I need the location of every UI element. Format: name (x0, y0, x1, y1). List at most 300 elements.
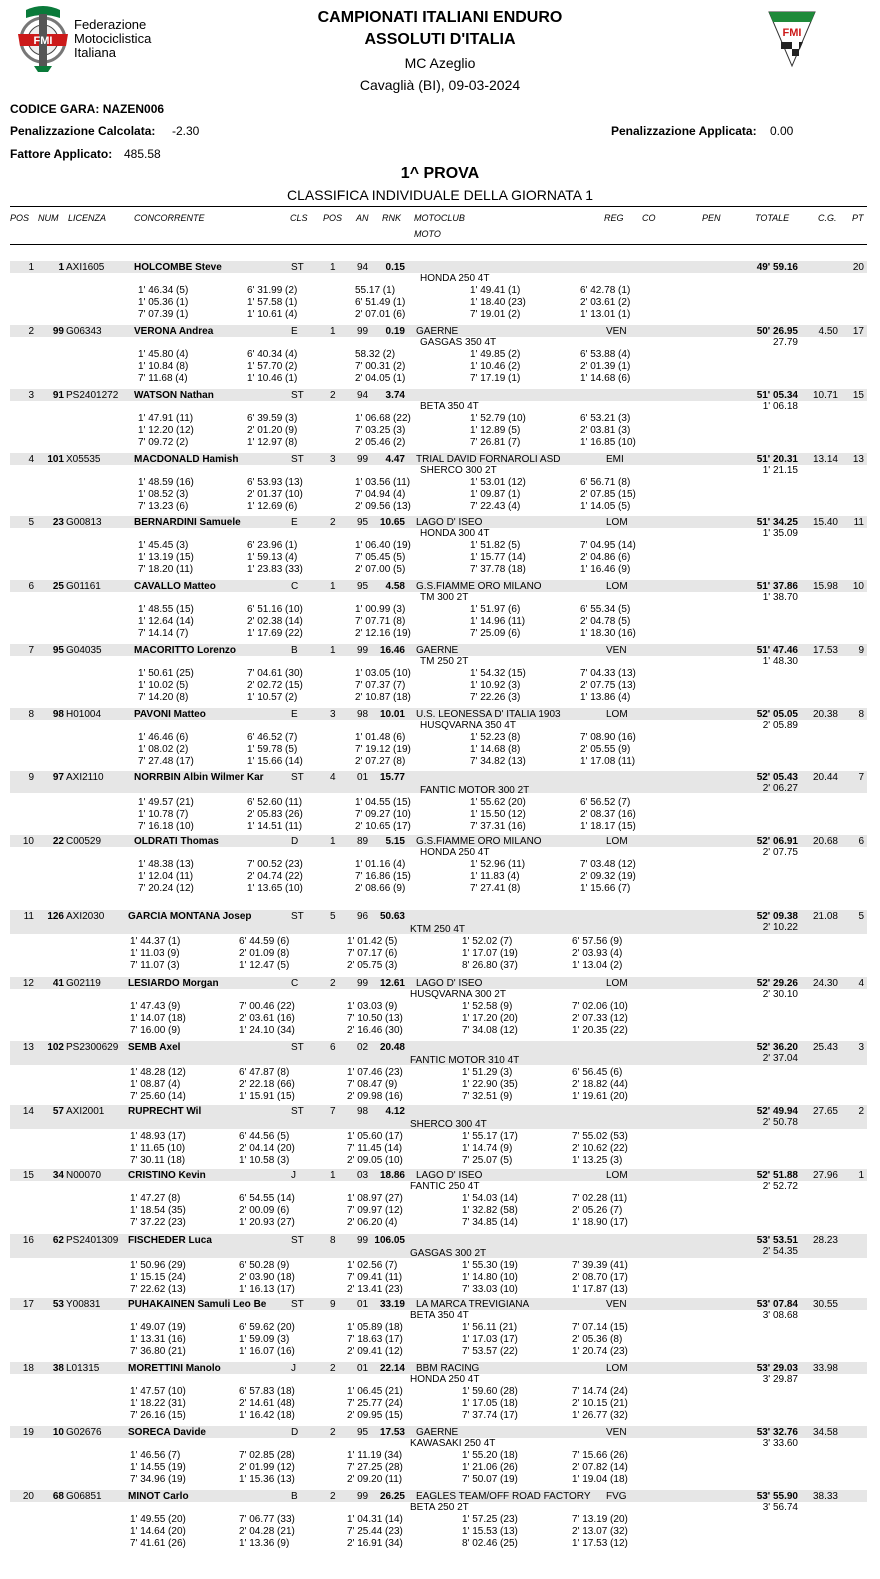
entry-time: 1' 15.50 (12) (470, 809, 526, 820)
entry-time: 7' 34.96 (19) (130, 1474, 186, 1485)
entry-total: 52' 49.94 (756, 1106, 798, 1117)
entry-time: 7' 00.52 (23) (247, 859, 303, 870)
entry-time: 2' 07.27 (8) (355, 756, 406, 767)
col-pos-class: POS (323, 213, 343, 223)
entry-num: 53 (52, 1299, 64, 1310)
entry-time: 1' 51.82 (5) (470, 540, 521, 551)
entry-rank: 0.15 (385, 262, 405, 273)
entry-rank: 4.58 (385, 581, 405, 592)
entry-time: 1' 59.13 (4) (247, 552, 298, 563)
entry-class-pos: 1 (330, 326, 336, 337)
entry-licenza: AXI2110 (66, 772, 104, 783)
entry-year: 89 (357, 836, 369, 847)
entry-time: 1' 18.54 (35) (130, 1205, 186, 1216)
entry-region: VEN (606, 326, 627, 337)
entry-year: 01 (357, 1363, 369, 1374)
entry-time: 6' 51.16 (10) (247, 604, 303, 615)
entry-year: 95 (357, 517, 369, 528)
entry-year: 01 (357, 1299, 369, 1310)
result-entry (0, 1105, 880, 1167)
entry-time: 1' 20.93 (27) (239, 1217, 295, 1228)
entry-time: 1' 19.61 (20) (572, 1091, 628, 1102)
entry-class: ST (291, 1299, 304, 1310)
entry-time: 7' 02.85 (28) (239, 1450, 295, 1461)
entry-time: 2' 05.36 (8) (572, 1334, 623, 1345)
entry-time: 7' 19.01 (2) (470, 309, 521, 320)
entry-year: 95 (357, 581, 369, 592)
entry-time: 1' 52.58 (9) (462, 1001, 513, 1012)
entry-rank: 3.74 (385, 390, 405, 401)
entry-time: 7' 25.60 (14) (130, 1091, 186, 1102)
entry-gap: 2' 06.27 (762, 783, 798, 794)
entry-rank: 4.12 (385, 1106, 405, 1117)
result-entry (0, 516, 880, 578)
result-entry (0, 1298, 880, 1360)
entry-time: 1' 22.90 (35) (462, 1079, 518, 1090)
entry-time: 6' 56.45 (6) (572, 1067, 623, 1078)
entry-class-pos: 4 (330, 772, 336, 783)
entry-time: 6' 57.83 (18) (239, 1386, 295, 1397)
entry-time: 7' 14.74 (24) (572, 1386, 628, 1397)
entry-time: 2' 02.72 (15) (247, 680, 303, 691)
entry-time: 1' 00.99 (3) (355, 604, 406, 615)
result-entry (0, 1490, 880, 1552)
entry-licenza: G04035 (66, 645, 102, 656)
entry-cg: 25.43 (812, 1042, 838, 1053)
entry-time: 1' 48.55 (15) (138, 604, 194, 615)
entry-region: FVG (606, 1491, 627, 1502)
entry-time: 1' 08.52 (3) (138, 489, 189, 500)
col-cg: C.G. (818, 213, 837, 223)
entry-time: 2' 01.09 (8) (239, 948, 290, 959)
entry-licenza: X05535 (66, 454, 101, 465)
entry-time: 2' 05.75 (3) (347, 960, 398, 971)
prova-title: 1^ PROVA (400, 165, 480, 182)
entry-time: 7' 26.81 (7) (470, 437, 521, 448)
entry-licenza: AXI2001 (66, 1106, 105, 1117)
codice-gara-label: CODICE GARA: (10, 102, 100, 116)
entry-cg: 33.98 (812, 1363, 838, 1374)
entry-time: 7' 04.94 (4) (355, 489, 406, 500)
entry-cg: 27.65 (812, 1106, 838, 1117)
entry-class: ST (291, 1042, 304, 1053)
entry-time: 2' 03.61 (2) (580, 297, 631, 308)
entry-rank: 12.61 (379, 978, 405, 989)
entry-pos: 8 (28, 709, 34, 720)
entry-time: 1' 04.55 (15) (355, 797, 411, 808)
entry-num: 97 (52, 772, 64, 783)
entry-cg: 34.58 (812, 1427, 838, 1438)
entry-year: 98 (357, 709, 369, 720)
entry-class: ST (291, 1106, 304, 1117)
entry-time: 1' 18.40 (23) (470, 297, 526, 308)
entry-time: 7' 07.37 (7) (355, 680, 406, 691)
entry-time: 1' 17.05 (18) (462, 1398, 518, 1409)
col-an: AN (356, 213, 369, 223)
entry-moto: SHERCO 300 4T (410, 1119, 487, 1130)
entry-pos: 14 (22, 1106, 34, 1117)
entry-time: 1' 17.20 (20) (462, 1013, 518, 1024)
entry-year: 96 (357, 911, 369, 922)
entry-time: 6' 53.88 (4) (580, 349, 631, 360)
entry-class: J (291, 1363, 296, 1374)
entry-class: D (291, 1427, 299, 1438)
entry-gap: 1' 48.30 (762, 656, 798, 667)
entry-time: 1' 24.10 (34) (239, 1025, 295, 1036)
entry-moto: BETA 350 4T (420, 401, 479, 412)
entry-time: 2' 01.37 (10) (247, 489, 303, 500)
entry-motoclub: G.S.FIAMME ORO MILANO (416, 836, 542, 847)
entry-time: 6' 56.71 (8) (580, 477, 631, 488)
entry-licenza: AXI1605 (66, 262, 105, 273)
entry-time: 7' 08.47 (9) (347, 1079, 398, 1090)
entry-time: 1' 10.84 (8) (138, 361, 189, 372)
entry-class-pos: 2 (330, 390, 336, 401)
entry-class-pos: 2 (330, 1427, 336, 1438)
entry-time: 1' 16.42 (18) (239, 1410, 295, 1421)
entry-time: 2' 05.55 (9) (580, 744, 631, 755)
entry-licenza: G06343 (66, 326, 102, 337)
entry-time: 1' 26.77 (32) (572, 1410, 628, 1421)
title-line-2: ASSOLUTI D'ITALIA (364, 31, 516, 48)
entry-time: 7' 15.66 (26) (572, 1450, 628, 1461)
entry-time: 2' 16.91 (34) (347, 1538, 403, 1549)
entry-time: 7' 16.18 (10) (138, 821, 194, 832)
result-entry (0, 644, 880, 706)
entry-gap: 27.79 (772, 337, 798, 348)
entry-time: 1' 57.70 (2) (247, 361, 298, 372)
entry-time: 1' 13.86 (4) (580, 692, 631, 703)
entry-total: 53' 55.90 (756, 1491, 798, 1502)
entry-time: 7' 30.11 (18) (130, 1155, 186, 1166)
result-entry (0, 1169, 880, 1231)
entry-total: 52' 09.38 (756, 911, 798, 922)
entry-points: 3 (858, 1042, 864, 1053)
entry-motoclub: LAGO D' ISEO (416, 517, 483, 528)
entry-points: 7 (858, 772, 864, 783)
entry-time: 7' 20.24 (12) (138, 883, 194, 894)
entry-rank: 0.19 (385, 326, 405, 337)
entry-time: 1' 16.85 (10) (580, 437, 636, 448)
club-name: MC Azeglio (404, 55, 476, 71)
entry-time: 7' 07.17 (6) (347, 948, 398, 959)
entry-region: VEN (606, 1299, 627, 1310)
entry-rank: 10.65 (379, 517, 405, 528)
entry-region: LOM (606, 1363, 628, 1374)
entry-year: 01 (357, 772, 369, 783)
entry-cg: 20.38 (812, 709, 838, 720)
svg-text:FMI: FMI (782, 27, 802, 39)
entry-time: 6' 46.52 (7) (247, 732, 298, 743)
entry-time: 8' 02.46 (25) (462, 1538, 518, 1549)
entry-time: 1' 54.32 (15) (470, 668, 526, 679)
entry-time: 1' 50.61 (25) (138, 668, 194, 679)
result-entry (0, 835, 880, 897)
entry-time: 1' 52.02 (7) (462, 936, 513, 947)
entry-num: 34 (52, 1170, 64, 1181)
entry-pos: 7 (28, 645, 34, 656)
entry-concorrente: SEMB Axel (128, 1042, 181, 1053)
entry-time: 2' 05.83 (26) (247, 809, 303, 820)
entry-pos: 19 (22, 1427, 34, 1438)
entry-cg: 21.08 (812, 911, 838, 922)
entry-rank: 10.01 (379, 709, 405, 720)
entry-region: LOM (606, 1170, 628, 1181)
entry-time: 6' 52.60 (11) (247, 797, 303, 808)
entry-concorrente: LESIARDO Morgan (128, 978, 219, 989)
entry-concorrente: OLDRATI Thomas (134, 836, 219, 847)
entry-time: 1' 52.23 (8) (470, 732, 521, 743)
entry-points: 4 (858, 978, 864, 989)
entry-licenza: AXI2030 (66, 911, 105, 922)
entry-time: 7' 06.77 (33) (239, 1514, 295, 1525)
entry-time: 7' 32.51 (9) (462, 1091, 513, 1102)
entry-time: 2' 04.86 (6) (580, 552, 631, 563)
entry-num: 102 (47, 1042, 64, 1053)
entry-pos: 6 (28, 581, 34, 592)
entry-concorrente: MACORITTO Lorenzo (134, 645, 237, 656)
entry-time: 1' 12.64 (14) (138, 616, 194, 627)
entry-class-pos: 5 (330, 911, 336, 922)
entry-pos: 10 (22, 836, 34, 847)
entry-time: 1' 12.20 (12) (138, 425, 194, 436)
entry-gap: 1' 21.15 (762, 465, 798, 476)
entry-gap: 2' 05.89 (762, 720, 798, 731)
entry-gap: 3' 29.87 (762, 1374, 798, 1385)
entry-concorrente: GARCIA MONTANA Josep (128, 911, 252, 922)
entry-time: 1' 01.16 (4) (355, 859, 406, 870)
entry-points: 17 (852, 326, 864, 337)
entry-time: 1' 49.07 (19) (130, 1322, 186, 1333)
entry-time: 2' 12.16 (19) (355, 628, 411, 639)
entry-time: 7' 07.14 (15) (572, 1322, 628, 1333)
result-entry (0, 261, 880, 323)
entry-time: 2' 03.61 (16) (239, 1013, 295, 1024)
entry-moto: HONDA 250 4T (420, 847, 490, 858)
entry-concorrente: WATSON Nathan (134, 390, 214, 401)
entry-class: B (291, 1491, 298, 1502)
entry-time: 7' 25.77 (24) (347, 1398, 403, 1409)
entry-time: 7' 11.68 (4) (138, 373, 188, 384)
entry-time: 7' 07.39 (1) (138, 309, 189, 320)
entry-points: 2 (858, 1106, 864, 1117)
entry-time: 2' 01.99 (12) (239, 1462, 295, 1473)
result-entry (0, 1041, 880, 1103)
entry-region: LOM (606, 517, 628, 528)
entry-time: 1' 03.03 (9) (347, 1001, 398, 1012)
entry-points: 6 (858, 836, 864, 847)
entry-class-pos: 9 (330, 1299, 336, 1310)
entry-time: 1' 54.03 (14) (462, 1193, 518, 1204)
entry-cg: 17.53 (812, 645, 838, 656)
entry-moto: GASGAS 350 4T (420, 337, 497, 348)
entry-time: 6' 42.78 (1) (580, 285, 631, 296)
result-entry (0, 708, 880, 770)
result-entry (0, 389, 880, 451)
entry-num: 126 (47, 911, 64, 922)
entry-points: 15 (852, 390, 864, 401)
entry-class-pos: 1 (330, 262, 336, 273)
entry-time: 2' 03.90 (18) (239, 1272, 295, 1283)
entry-time: 7' 25.07 (5) (462, 1155, 513, 1166)
entry-time: 1' 10.92 (3) (470, 680, 521, 691)
entry-gap: 2' 54.35 (762, 1246, 798, 1257)
entry-year: 99 (357, 645, 369, 656)
entry-moto: TM 300 2T (420, 592, 469, 603)
entry-time: 1' 16.13 (17) (239, 1284, 295, 1295)
entry-time: 7' 02.06 (10) (572, 1001, 628, 1012)
entry-gap: 2' 52.72 (762, 1181, 798, 1192)
entry-time: 1' 55.30 (19) (462, 1260, 518, 1271)
col-num: NUM (38, 213, 59, 223)
entry-year: 98 (357, 1106, 369, 1117)
entry-region: VEN (606, 645, 627, 656)
entry-time: 7' 03.48 (12) (580, 859, 636, 870)
entry-gap: 2' 50.78 (762, 1117, 798, 1128)
entry-pos: 17 (22, 1299, 34, 1310)
entry-cg: 27.96 (812, 1170, 838, 1181)
entry-time: 1' 48.93 (17) (130, 1131, 186, 1142)
entry-total: 53' 29.03 (756, 1363, 798, 1374)
entry-year: 99 (357, 1235, 369, 1246)
entry-year: 03 (357, 1170, 369, 1181)
entry-time: 1' 11.65 (10) (130, 1143, 186, 1154)
entry-time: 1' 12.89 (5) (470, 425, 521, 436)
entry-time: 1' 14.68 (8) (470, 744, 521, 755)
entry-time: 1' 46.46 (6) (138, 732, 189, 743)
entry-total: 50' 26.95 (756, 326, 798, 337)
entry-time: 7' 55.02 (53) (572, 1131, 628, 1142)
entry-time: 1' 17.69 (22) (247, 628, 303, 639)
entry-time: 7' 37.78 (18) (470, 564, 526, 575)
entry-rank: 33.19 (379, 1299, 405, 1310)
entry-pos: 12 (22, 978, 34, 989)
entry-time: 6' 47.87 (8) (239, 1067, 290, 1078)
entry-motoclub: LA MARCA TREVIGIANA (416, 1299, 530, 1310)
entry-time: 1' 14.05 (5) (580, 501, 631, 512)
entry-rank: 26.25 (379, 1491, 405, 1502)
entry-year: 94 (357, 262, 369, 273)
entry-time: 6' 56.52 (7) (580, 797, 631, 808)
entry-time: 1' 47.91 (11) (138, 413, 194, 424)
entry-time: 1' 18.30 (16) (580, 628, 636, 639)
entry-pos: 2 (28, 326, 34, 337)
entry-time: 1' 44.37 (1) (130, 936, 181, 947)
entry-pos: 13 (22, 1042, 34, 1053)
entry-time: 6' 51.49 (1) (355, 297, 406, 308)
entry-time: 1' 19.04 (18) (572, 1474, 628, 1485)
entry-time: 1' 17.08 (11) (580, 756, 636, 767)
entry-points: 8 (858, 709, 864, 720)
entry-class: ST (291, 772, 304, 783)
entry-time: 1' 59.60 (28) (462, 1386, 518, 1397)
entry-time: 7' 22.62 (13) (130, 1284, 186, 1295)
entry-total: 52' 05.43 (756, 772, 798, 783)
entry-time: 1' 48.28 (12) (130, 1067, 186, 1078)
entry-time: 1' 07.46 (23) (347, 1067, 403, 1078)
entry-time: 1' 14.64 (20) (130, 1526, 186, 1537)
entry-time: 7' 22.26 (3) (470, 692, 521, 703)
entry-concorrente: VERONA Andrea (134, 326, 214, 337)
entry-class-pos: 1 (330, 581, 336, 592)
pen-calcolata-value: -2.30 (172, 124, 200, 138)
entry-time: 1' 57.58 (1) (247, 297, 298, 308)
entry-time: 1' 05.89 (18) (347, 1322, 403, 1333)
entry-time: 2' 10.62 (22) (572, 1143, 628, 1154)
entry-class: ST (291, 911, 304, 922)
entry-num: 99 (52, 326, 64, 337)
entry-num: 68 (52, 1491, 64, 1502)
entry-moto: HONDA 250 4T (420, 273, 490, 284)
entry-total: 53' 07.84 (756, 1299, 798, 1310)
entry-year: 99 (357, 454, 369, 465)
entry-pos: 9 (28, 772, 34, 783)
entry-time: 2' 07.82 (14) (572, 1462, 628, 1473)
entry-concorrente: PUHAKAINEN Samuli Leo Be (128, 1299, 267, 1310)
entry-motoclub: G.S.FIAMME ORO MILANO (416, 581, 542, 592)
entry-time: 1' 06.40 (19) (355, 540, 411, 551)
entry-time: 1' 20.35 (22) (572, 1025, 628, 1036)
entry-time: 58.32 (2) (355, 349, 396, 360)
entry-time: 7' 34.08 (12) (462, 1025, 518, 1036)
col-motoclub: MOTOCLUB (414, 213, 465, 223)
entry-cg: 20.44 (812, 772, 838, 783)
entry-time: 1' 45.45 (3) (138, 540, 189, 551)
entry-time: 2' 09.20 (11) (347, 1474, 403, 1485)
fattore-label: Fattore Applicato: (10, 147, 113, 161)
entry-points: 9 (858, 645, 864, 656)
entry-region: LOM (606, 836, 628, 847)
entry-licenza: G06851 (66, 1491, 102, 1502)
entry-rank: 5.15 (385, 836, 405, 847)
entry-time: 2' 16.46 (30) (347, 1025, 403, 1036)
entry-time: 6' 50.28 (9) (239, 1260, 290, 1271)
entry-time: 1' 49.55 (20) (130, 1514, 186, 1525)
entry-time: 2' 07.00 (5) (355, 564, 406, 575)
entry-time: 1' 13.25 (3) (572, 1155, 623, 1166)
entry-time: 7' 09.41 (11) (347, 1272, 403, 1283)
entry-time: 6' 59.62 (20) (239, 1322, 295, 1333)
entry-time: 1' 47.27 (8) (130, 1193, 181, 1204)
entry-time: 7' 27.48 (17) (138, 756, 194, 767)
place-date: Cavaglià (BI), 09-03-2024 (359, 77, 521, 93)
entry-time: 2' 07.85 (15) (580, 489, 636, 500)
entry-time: 7' 19.12 (19) (355, 744, 411, 755)
entry-time: 2' 07.75 (13) (580, 680, 636, 691)
entry-pos: 5 (28, 517, 34, 528)
entry-rank: 50.63 (379, 911, 405, 922)
entry-points: 13 (852, 454, 864, 465)
entry-time: 1' 14.80 (10) (462, 1272, 518, 1283)
entry-time: 1' 08.97 (27) (347, 1193, 403, 1204)
entry-time: 2' 10.15 (21) (572, 1398, 628, 1409)
entry-time: 7' 16.86 (15) (355, 871, 411, 882)
entry-total: 52' 29.26 (756, 978, 798, 989)
entry-time: 1' 57.25 (23) (462, 1514, 518, 1525)
entry-time: 2' 09.05 (10) (347, 1155, 403, 1166)
result-entry (0, 580, 880, 642)
entry-concorrente: RUPRECHT Wil (128, 1106, 202, 1117)
entry-time: 1' 01.48 (6) (355, 732, 406, 743)
entry-class: E (291, 709, 298, 720)
entry-moto: FANTIC 250 4T (410, 1181, 480, 1192)
entry-class: D (291, 836, 299, 847)
entry-class-pos: 3 (330, 709, 336, 720)
entry-time: 1' 59.09 (3) (239, 1334, 290, 1345)
entry-region: VEN (606, 1427, 627, 1438)
entry-time: 7' 00.31 (2) (355, 361, 406, 372)
entry-time: 7' 27.41 (8) (470, 883, 521, 894)
